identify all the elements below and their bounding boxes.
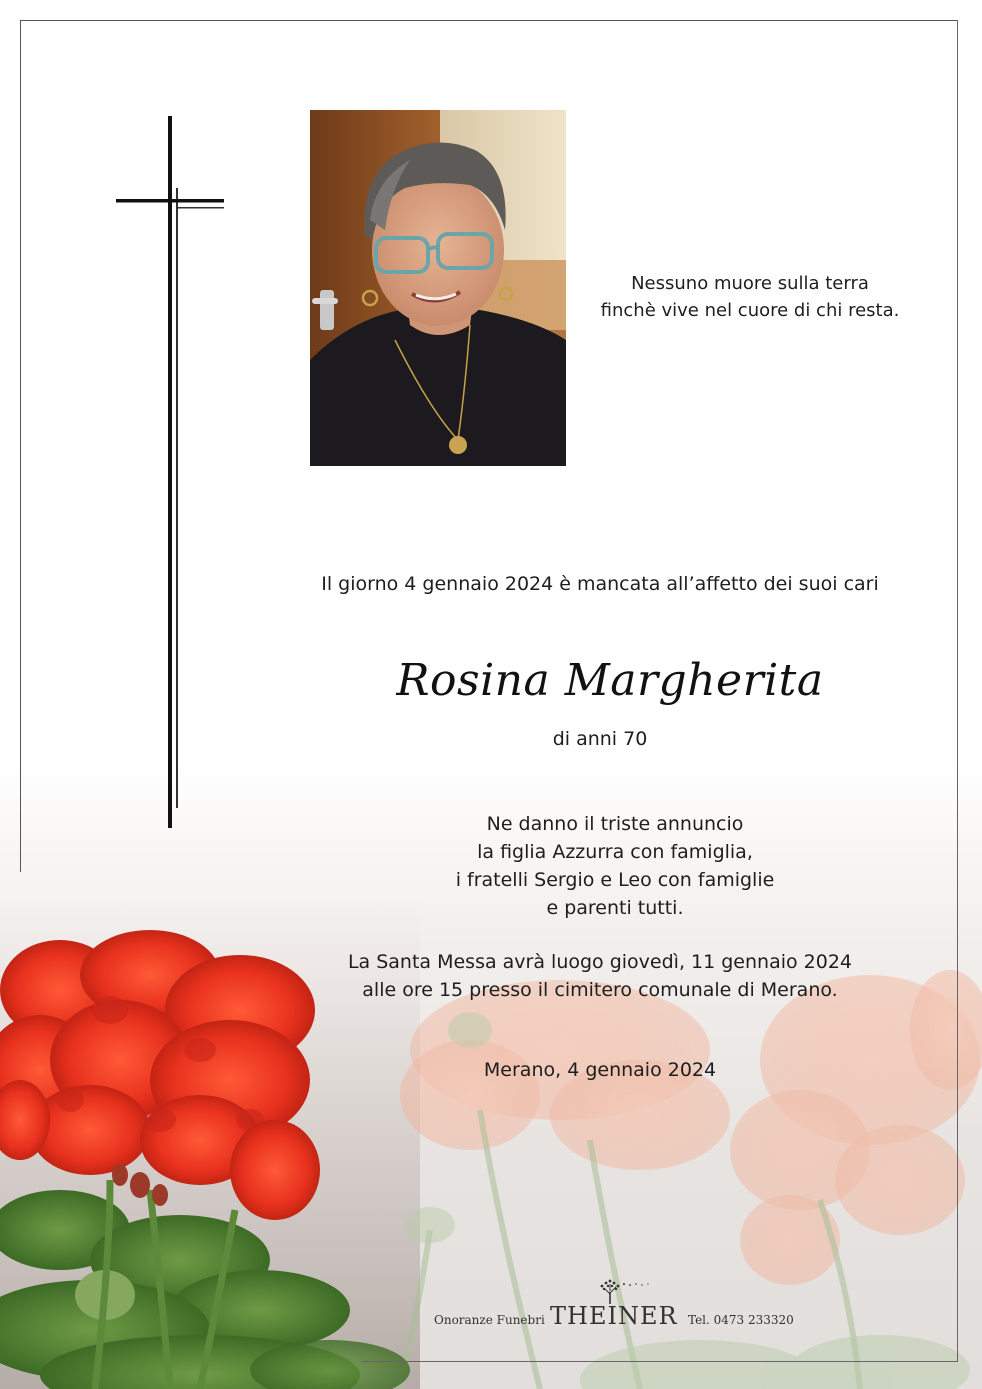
frame-right-line [957, 20, 958, 1362]
funeral-home-footer [430, 1276, 810, 1336]
portrait-photo [310, 110, 566, 466]
frame-top-line [20, 20, 958, 21]
mass-block [310, 948, 890, 1004]
quote-line-1: Nessuno muore sulla terra [631, 273, 869, 294]
funeral-home-brand: THEINER [550, 1302, 678, 1330]
frame-bottom-line [362, 1361, 958, 1362]
funeral-home-phone: Tel. 0473 233320 [688, 1313, 794, 1327]
mourners-line-4: e parenti tutti. [546, 897, 684, 919]
quote [590, 270, 910, 324]
mass-line-2: alle ore 15 presso il cimitero comunale di Merano. [362, 979, 838, 1001]
mourners-line-3: i fratelli Sergio e Leo con famiglie [455, 869, 775, 891]
cross-icon [110, 112, 230, 832]
mass-line-1: La Santa Messa avrà luogo giovedì, 11 gennaio 2024 [347, 951, 853, 973]
announcement-intro: Il giorno 4 gennaio 2024 è mancata all’affetto dei suoi cari [321, 573, 879, 595]
place-date: Merano, 4 gennaio 2024 [483, 1059, 717, 1081]
mourners-line-1: Ne danno il triste annuncio [486, 813, 744, 835]
mourners-line-2: la figlia Azzurra con famiglia, [477, 841, 753, 863]
mourners-block [400, 810, 830, 922]
frame-left-line [20, 20, 21, 872]
deceased-name: Rosina Margherita [396, 655, 824, 706]
quote-line-2: finchè vive nel cuore di chi resta. [600, 300, 900, 321]
deceased-age: di anni 70 [552, 728, 648, 750]
funeral-home-label: Onoranze Funebri [434, 1313, 545, 1327]
